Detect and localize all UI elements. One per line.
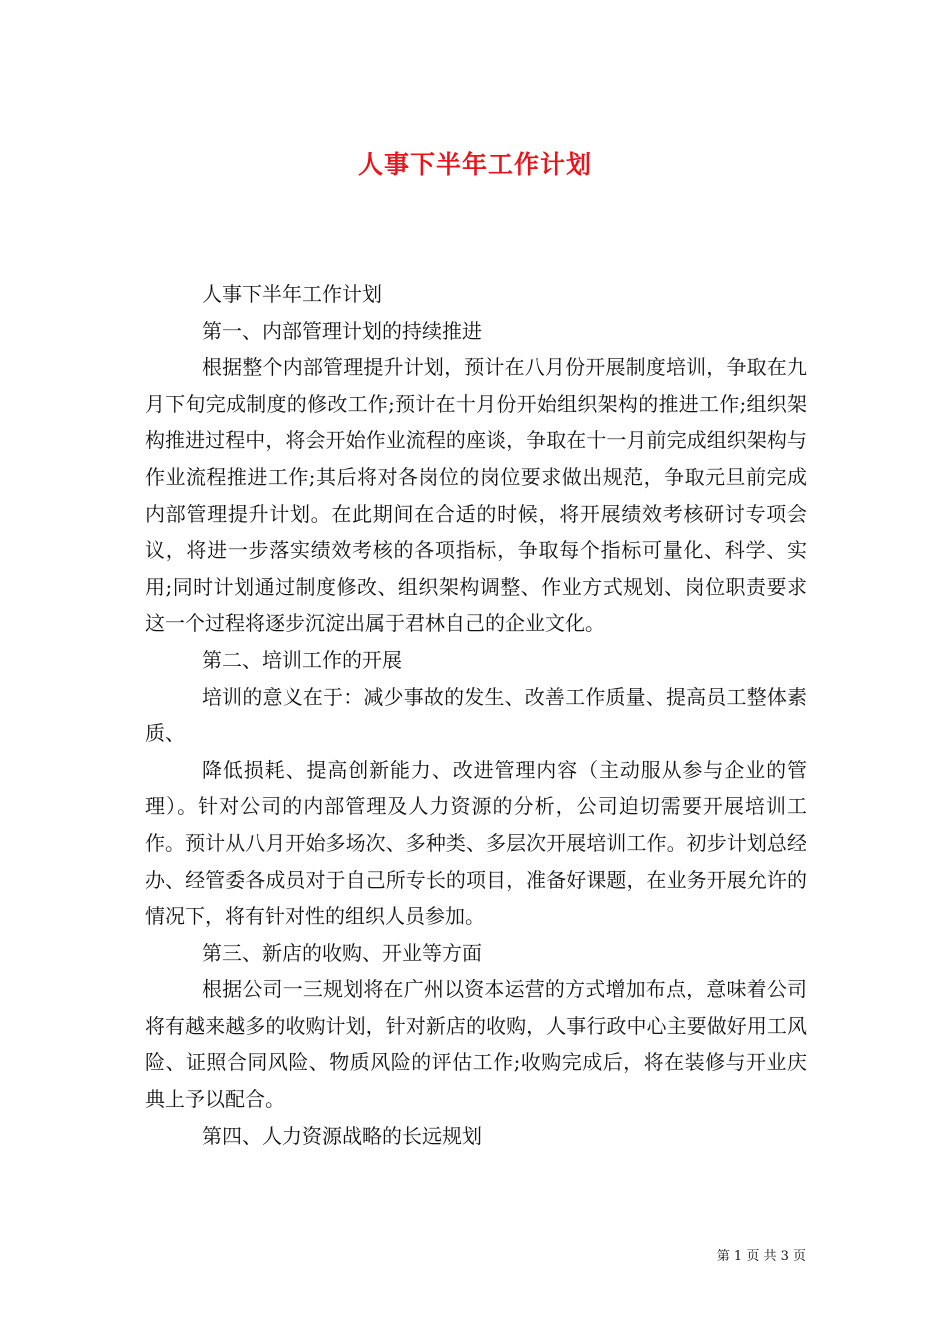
section-heading-4: 第四、人力资源战略的长远规划 [202, 1123, 482, 1148]
section-heading-2: 第二、培训工作的开展 [202, 647, 402, 672]
page-number: 第 1 页 共 3 页 [716, 1249, 806, 1264]
document-body [145, 276, 807, 1154]
paragraph-heading: 人事下半年工作计划 [202, 282, 382, 306]
section-heading-1: 第一、内部管理计划的持续推进 [202, 318, 482, 343]
paragraph: 根据公司一三规划将在广州以资本运营的方式增加布点，意味着公司将有越来越多的收购计划，针对新店的收购，人事行政中心主要做好用工风险、证照合同风险、物质风险的评估工作;收购完成后，将在装修与开业庆典上予以配合。 [145, 977, 807, 1112]
section-heading-3: 第三、新店的收购、开业等方面 [202, 940, 482, 965]
paragraph: 降低损耗、提高创新能力、改进管理内容（主动服从参与企业的管理）。针对公司的内部管理及人力资源的分析，公司迫切需要开展培训工作。预计从八月开始多场次、多种类、多层次开展培训工作。初步计划总经办、经管委各成员对于自己所专长的项目，准备好课题，在业务开展允许的情况下，将有针对性的组织人员参加。 [145, 757, 807, 929]
document-title: 人事下半年工作计划 [357, 149, 592, 179]
paragraph: 根据整个内部管理提升计划，预计在八月份开展制度培训，争取在九月下旬完成制度的修改工作;预计在十月份开始组织架构的推进工作;组织架构推进过程中，将会开始作业流程的座谈，争取在十一月前完成组织架构与作业流程推进工作;其后将对各岗位的岗位要求做出规范，争取元旦前完成内部管理提升计划。在此期间在合适的时候，将开展绩效考核研讨专项会议，将进一步落实绩效考核的各项指标，争取每个指标可量化、科学、实用;同时计划通过制度修改、组织架构调整、作业方式规划、岗位职责要求这一个过程将逐步沉淀出属于君林自己的企业文化。 [145, 355, 807, 636]
paragraph: 培训的意义在于：减少事故的发生、改善工作质量、提高员工整体素质、 [145, 684, 807, 746]
